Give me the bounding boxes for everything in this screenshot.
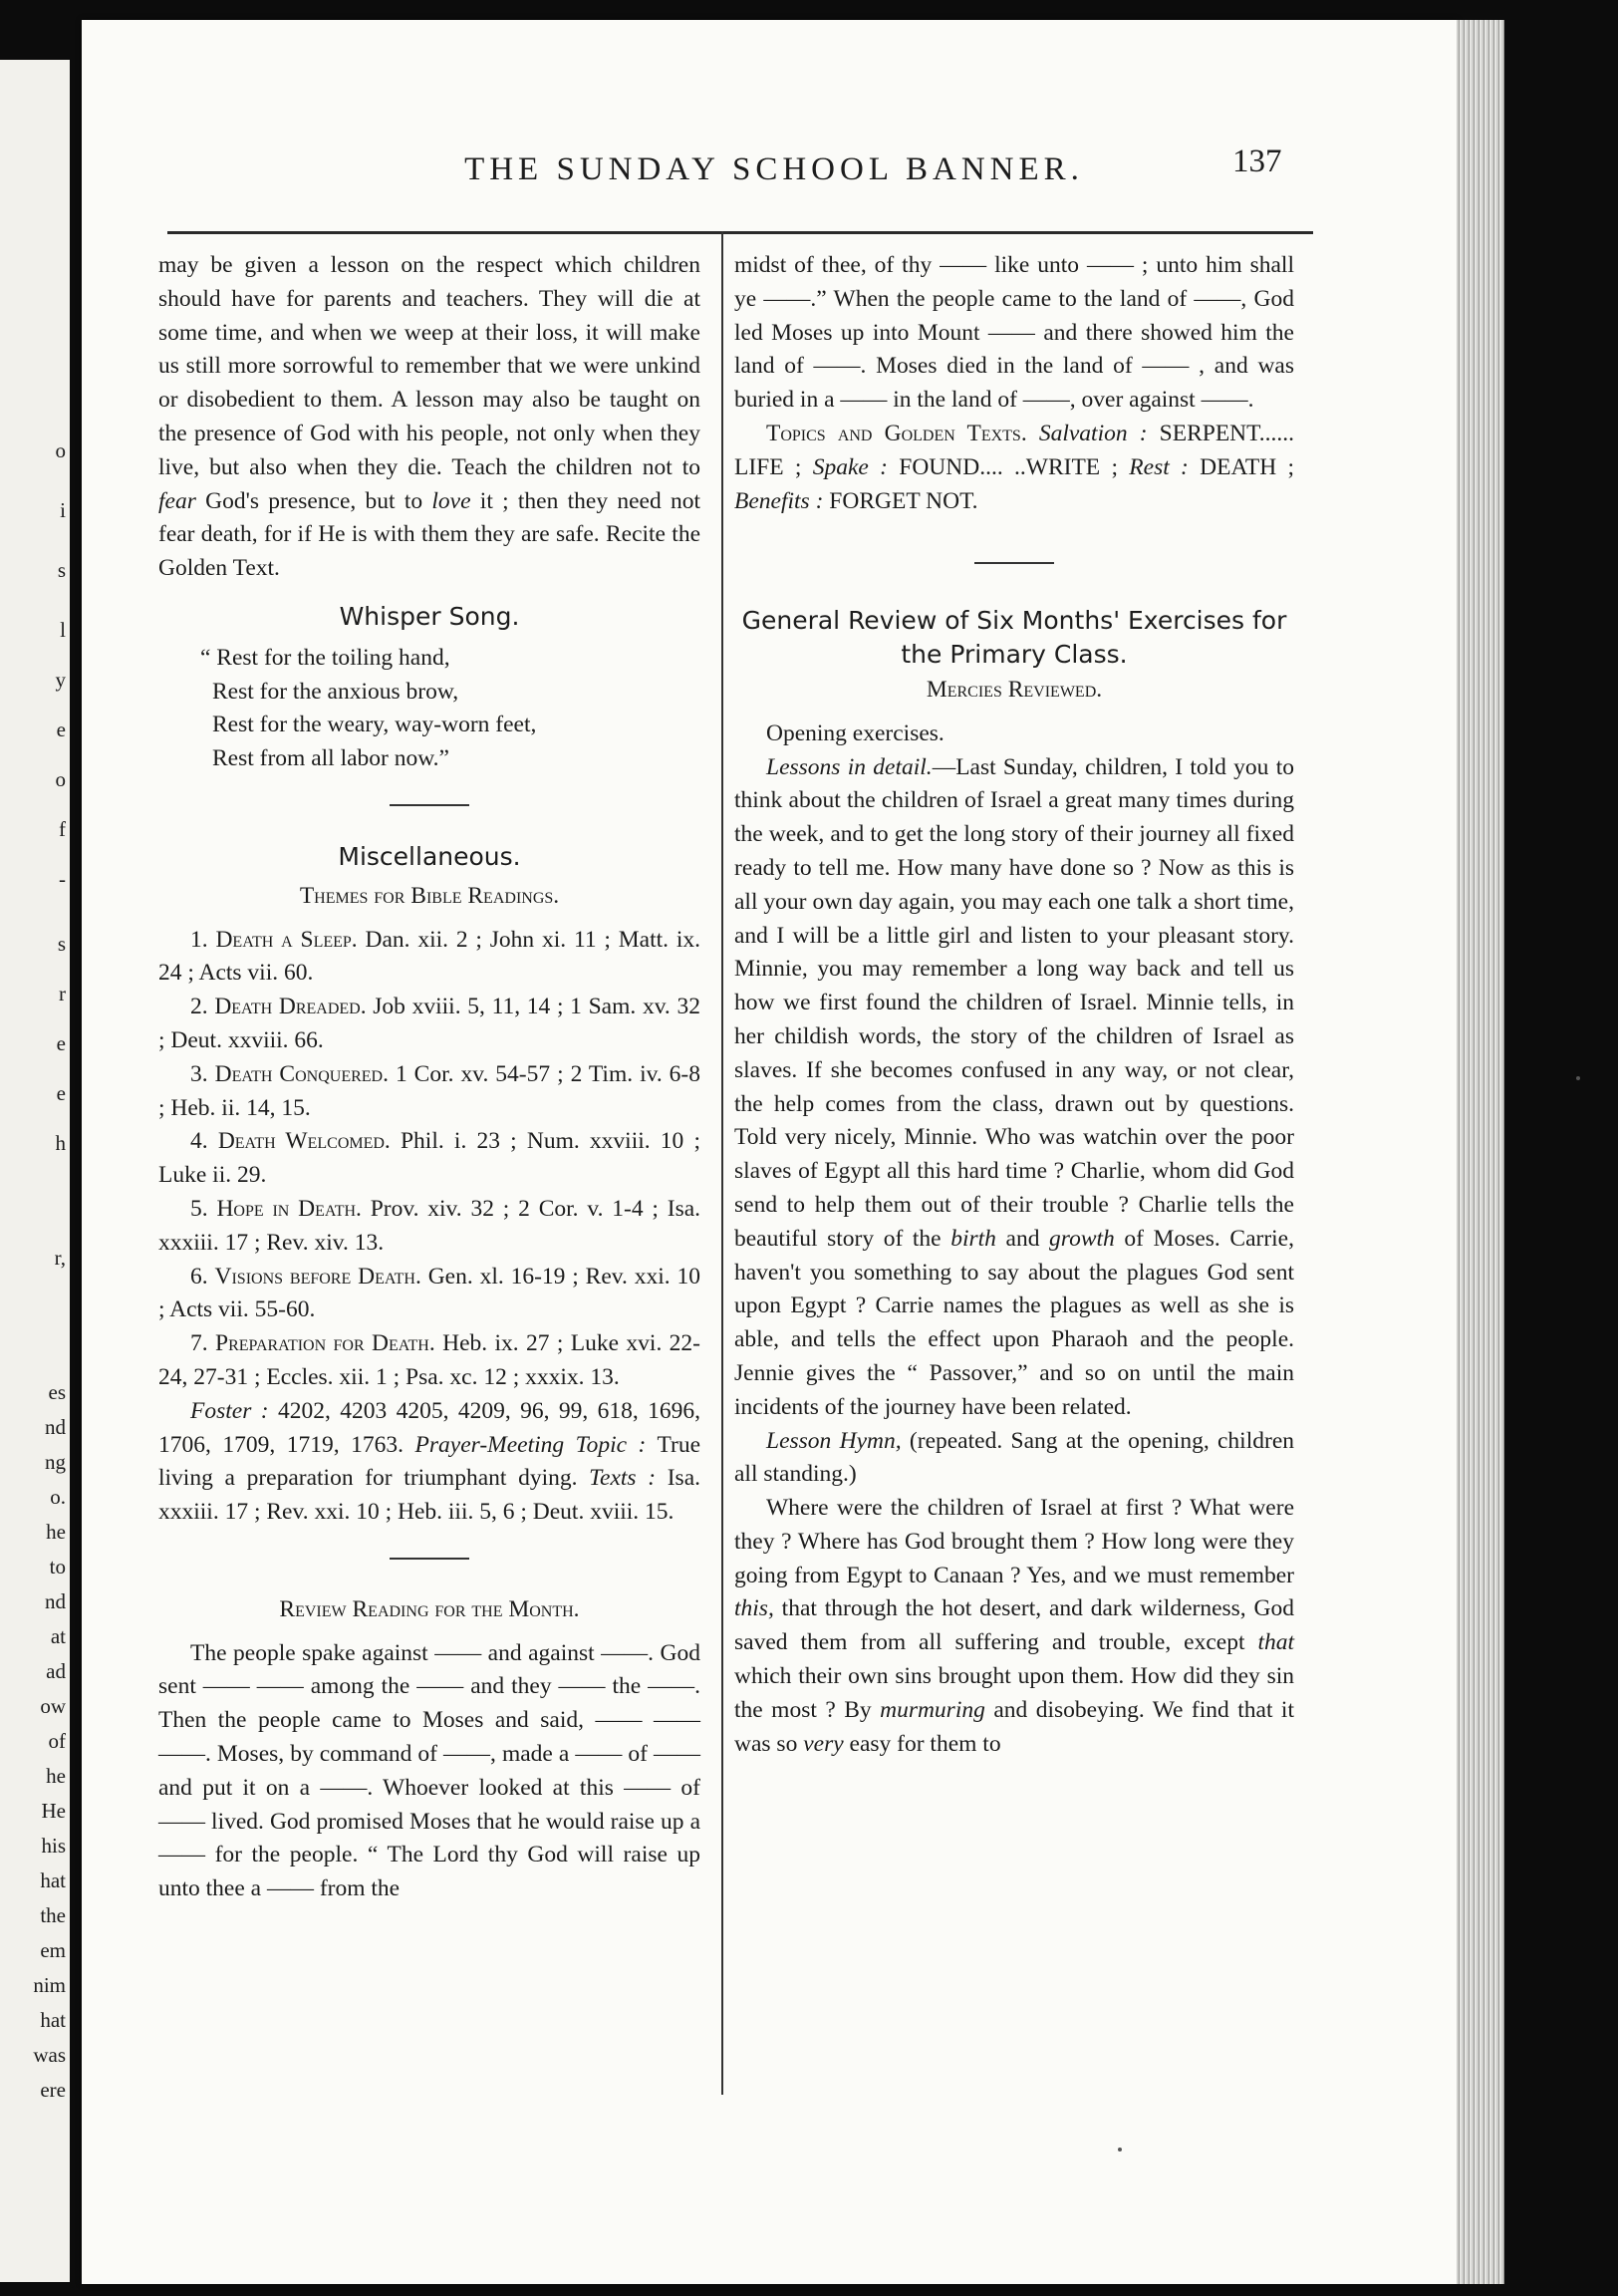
foster-paragraph bbox=[158, 1395, 700, 1530]
italic-this: this, bbox=[734, 1595, 774, 1622]
theme-item bbox=[158, 1327, 700, 1395]
benefits-label: Benefits : bbox=[734, 487, 824, 514]
theme-number: 2. bbox=[190, 994, 208, 1020]
facing-page-fragment: em bbox=[40, 1938, 66, 1962]
hymn-text: (repeated. Sang at the opening, children all standing.) bbox=[734, 1427, 1294, 1488]
review-reading-heading: Review Reading for the Month. bbox=[279, 1595, 580, 1622]
facing-page-fragment: was bbox=[33, 2043, 66, 2067]
theme-number: 5. bbox=[190, 1195, 208, 1222]
theme-title: Death Dreaded. bbox=[214, 994, 367, 1020]
italic-murmuring: murmuring bbox=[880, 1696, 985, 1723]
italic-that: that bbox=[1257, 1629, 1294, 1656]
intro-text: it ; then they need not fear death, for if He is with them they are safe. Recite the Golden Text. bbox=[158, 487, 700, 582]
paper-speck bbox=[1118, 2148, 1122, 2152]
facing-page-fragment: r bbox=[59, 982, 66, 1005]
spake-text: FOUND.... ..WRITE ; bbox=[887, 453, 1130, 480]
general-review-heading: General Review of Six Months' Exercises for the Primary Class. bbox=[741, 606, 1287, 670]
theme-number: 6. bbox=[190, 1263, 208, 1290]
hymn-paragraph bbox=[734, 1425, 1294, 1493]
italic-very: very bbox=[803, 1730, 844, 1757]
facing-page-fragment: ere bbox=[40, 2078, 66, 2102]
poem-line: Rest from all labor now.” bbox=[212, 745, 449, 772]
lessons-text: and bbox=[995, 1225, 1050, 1252]
italic-birth: birth bbox=[950, 1225, 996, 1252]
lessons-text: —Last Sunday, children, I told you to think about the children of Israel a great many times during the week, and to get the long story of their journey all fixed ready to tell me. How many have done so ? Now as this is all your own day again, you may each one talk a short time, and I will be a little girl and listen to your pleasant story. Minnie, you may remember a long way back and tell us how we first found the children of Israel. Minnie tells, in her childish words, the story of the children of Israel as slaves. If she becomes confused in any way, or not clear, the help comes from the class, drawn out by questions. Told very nicely, Minnie. Who was watchin over the poor slaves of Egypt all this hard time ? Charlie, whom did God send to help them out of their trouble ? Charlie tells the beautiful story of the bbox=[734, 753, 1295, 1252]
intro-italic-fear: fear bbox=[158, 487, 196, 514]
theme-references: Phil. i. 23 ; Num. xxviii. 10 ; Luke ii. 29. bbox=[158, 1128, 701, 1189]
lessons-paragraph bbox=[734, 751, 1294, 1425]
facing-page-fragment: the bbox=[40, 1903, 66, 1927]
texts-refs: Isa. xxxiii. 17 ; Rev. xxi. 10 ; Heb. iii. 5, 6 ; Deut. xviii. 15. bbox=[158, 1465, 700, 1526]
questions-text: and disobeying. We find that it was so bbox=[734, 1696, 1294, 1757]
rest-label: Rest : bbox=[1129, 453, 1189, 480]
facing-page-fragment: f bbox=[59, 817, 66, 841]
theme-item bbox=[158, 1261, 700, 1328]
poem-line: Rest for the weary, way-worn feet, bbox=[212, 712, 537, 738]
questions-text: Where were the children of Israel at first ? What were they ? Where has God brought them ? How long were they going from Egypt to Canaan ? Yes, and we must remember bbox=[734, 1495, 1294, 1588]
topics-paragraph bbox=[734, 418, 1294, 518]
questions-paragraph bbox=[734, 1492, 1294, 1761]
review-reading-text: The people spake against —— and against ——. God sent —— —— among the —— and they —— the ——. Then the people came to Moses and said, —— —— ——. Moses, by command of ——, made a —— of —— and put it on a ——. Whoever looked at this —— of —— lived. God promised Moses that he would raise up a —— for the people. “ The Lord thy God will raise up unto thee a —— from the bbox=[158, 1639, 700, 1902]
facing-page-fragment: s bbox=[57, 932, 66, 956]
intro-paragraph bbox=[158, 249, 700, 586]
facing-page-fragment: o bbox=[55, 438, 66, 462]
rest-text: DEATH ; bbox=[1188, 453, 1295, 480]
paper-speck bbox=[1576, 1076, 1580, 1080]
header-rule bbox=[167, 231, 1313, 234]
spake-label: Spake : bbox=[812, 453, 888, 480]
theme-number: 3. bbox=[190, 1060, 208, 1087]
facing-page-fragment: his bbox=[41, 1834, 66, 1858]
whisper-song-heading: Whisper Song. bbox=[339, 601, 520, 631]
theme-references: Heb. ix. 27 ; Luke xvi. 22-24, 27-31 ; Eccles. xii. 1 ; Psa. xc. 12 ; xxxix. 13. bbox=[158, 1330, 701, 1390]
theme-title: Death a Sleep. bbox=[215, 926, 358, 953]
facing-page-fragment: h bbox=[55, 1131, 66, 1155]
facing-page-fragment: nd bbox=[45, 1415, 66, 1439]
questions-text: easy for them to bbox=[843, 1730, 1001, 1757]
salvation-text: SERPENT...... LIFE ; bbox=[734, 420, 1295, 480]
questions-text: that through the hot desert, and dark wilderness, God saved them from all suffering and trouble, except bbox=[734, 1595, 1294, 1656]
section-rule bbox=[390, 804, 469, 806]
facing-page-fragment: i bbox=[60, 498, 66, 522]
theme-references: Prov. xiv. 32 ; 2 Cor. v. 1-4 ; Isa. xxxiii. 17 ; Rev. xiv. 13. bbox=[158, 1195, 701, 1256]
italic-growth: growth bbox=[1049, 1225, 1115, 1252]
intro-text: God's presence, but to bbox=[195, 487, 432, 514]
theme-item bbox=[158, 1125, 700, 1193]
facing-page-fragment: es bbox=[48, 1380, 66, 1404]
theme-title: Death Welcomed. bbox=[217, 1128, 391, 1155]
facing-page-fragment: He bbox=[41, 1799, 66, 1823]
facing-page-fragment: of bbox=[48, 1729, 66, 1753]
facing-page-fragment: to bbox=[49, 1555, 66, 1578]
facing-page-fragment: hat bbox=[40, 1868, 66, 1892]
intro-text: may be given a lesson on the respect which children should have for parents and teachers. They will die at some time, and when we weep at their loss, it will make us still more sorrowful to remember that we were unkind or disobedient to them. A lesson may also be taught on the presence of God with his people, not only when they live, but also when they die. Teach the children not to bbox=[158, 252, 700, 480]
theme-item bbox=[158, 1193, 700, 1261]
prayer-meeting-label: Prayer-Meeting Topic : bbox=[414, 1431, 647, 1458]
poem-line: “ Rest for the toiling hand, bbox=[200, 644, 450, 671]
right-column bbox=[734, 249, 1294, 1761]
foster-numbers: 4202, 4203 4205, 4209, 96, 99, 618, 1696, 1706, 1709, 1719, 1763. bbox=[158, 1397, 700, 1458]
theme-item bbox=[158, 1058, 700, 1126]
themes-subheading: Themes for Bible Readings. bbox=[299, 882, 560, 909]
running-title: THE SUNDAY SCHOOL BANNER. bbox=[464, 151, 1084, 187]
facing-page-fragment: e bbox=[56, 1081, 66, 1105]
section-rule bbox=[390, 1558, 469, 1560]
facing-page-fragment: r, bbox=[54, 1246, 66, 1270]
theme-references: Dan. xii. 2 ; John xi. 11 ; Matt. ix. 24 ; Acts vii. 60. bbox=[158, 926, 701, 987]
theme-title: Visions before Death. bbox=[214, 1263, 421, 1290]
facing-page-fragment: ng bbox=[45, 1450, 66, 1474]
theme-title: Preparation for Death. bbox=[215, 1330, 435, 1357]
column-divider bbox=[721, 231, 723, 2095]
facing-page-fragment: he bbox=[46, 1520, 66, 1544]
facing-page-fragment: ad bbox=[46, 1659, 66, 1683]
theme-title: Hope in Death. bbox=[216, 1195, 362, 1222]
poem-line: Rest for the anxious brow, bbox=[212, 678, 459, 705]
benefits-text: FORGET NOT. bbox=[823, 487, 978, 514]
topics-label: Topics and Golden Texts. bbox=[766, 420, 1027, 446]
miscellaneous-heading: Miscellaneous. bbox=[338, 841, 521, 871]
facing-page-fragment: hat bbox=[40, 2008, 66, 2032]
facing-page-fragment: e bbox=[56, 1031, 66, 1055]
facing-page-edge bbox=[0, 60, 70, 2282]
theme-number: 4. bbox=[190, 1128, 208, 1155]
salvation-label: Salvation : bbox=[1038, 420, 1148, 446]
theme-number: 7. bbox=[190, 1330, 208, 1357]
facing-page-fragment: - bbox=[59, 867, 66, 891]
page-number: 137 bbox=[1232, 144, 1282, 179]
facing-page-fragment: y bbox=[55, 668, 66, 692]
mercies-subheading: Mercies Reviewed. bbox=[926, 676, 1103, 703]
facing-page-fragment: at bbox=[50, 1624, 66, 1648]
prayer-meeting-topic: True living a preparation for triumphant dying. bbox=[158, 1431, 700, 1492]
facing-page-fragment: nim bbox=[33, 1973, 66, 1997]
hymn-label: Lesson Hymn, bbox=[766, 1427, 902, 1454]
facing-page-fragment: l bbox=[60, 618, 66, 642]
facing-page-fragment: o. bbox=[50, 1485, 66, 1509]
facing-page-fragment: nd bbox=[45, 1589, 66, 1613]
section-rule bbox=[974, 562, 1054, 564]
theme-number: 1. bbox=[190, 926, 208, 953]
whisper-poem bbox=[158, 642, 700, 776]
book-page bbox=[82, 20, 1457, 2284]
theme-references: Gen. xl. 16-19 ; Rev. xxi. 10 ; Acts vii. 55-60. bbox=[158, 1263, 700, 1323]
texts-label: Texts : bbox=[589, 1465, 657, 1492]
facing-page-fragment: he bbox=[46, 1764, 66, 1788]
theme-references: 1 Cor. xv. 54-57 ; 2 Tim. iv. 6-8 ; Heb. ii. 14, 15. bbox=[158, 1060, 701, 1121]
themes-list bbox=[158, 924, 700, 1395]
facing-page-fragment: o bbox=[55, 767, 66, 791]
theme-references: Job xviii. 5, 11, 14 ; 1 Sam. xv. 32 ; Deut. xxviii. 66. bbox=[158, 994, 700, 1053]
facing-page-fragment: s bbox=[57, 558, 66, 582]
opening-exercises: Opening exercises. bbox=[766, 719, 944, 746]
lessons-label: Lessons in detail. bbox=[766, 753, 933, 780]
continuation-paragraph: midst of thee, of thy —— like unto —— ; unto him shall ye ——.” When the people came to the land of ——, God led Moses up into Mount —— and there showed him the land of ——. Moses died in the land of —— , and was buried in a —— in the land of ——, over against ——. bbox=[734, 252, 1294, 414]
left-column bbox=[158, 249, 700, 1906]
facing-page-text-fragments bbox=[0, 60, 70, 2282]
theme-title: Death Conquered. bbox=[214, 1060, 389, 1087]
facing-page-fragment: ow bbox=[40, 1694, 66, 1718]
intro-italic-love: love bbox=[431, 487, 471, 514]
page-stack-edge bbox=[1457, 20, 1504, 2284]
theme-item bbox=[158, 924, 700, 992]
theme-item bbox=[158, 991, 700, 1058]
questions-text: which their own sins brought upon them. How did they sin the most ? By bbox=[734, 1663, 1294, 1723]
lessons-text: of Moses. Carrie, haven't you something to say about the plagues God sent upon Egypt ? Carrie names the plagues as well as she is able, and tells the effect upon Pharaoh and the people. Jennie gives the “ Passover,” and so on until the main incidents of the journey have been related. bbox=[734, 1225, 1294, 1420]
facing-page-fragment: e bbox=[56, 718, 66, 741]
foster-label: Foster : bbox=[190, 1397, 269, 1424]
